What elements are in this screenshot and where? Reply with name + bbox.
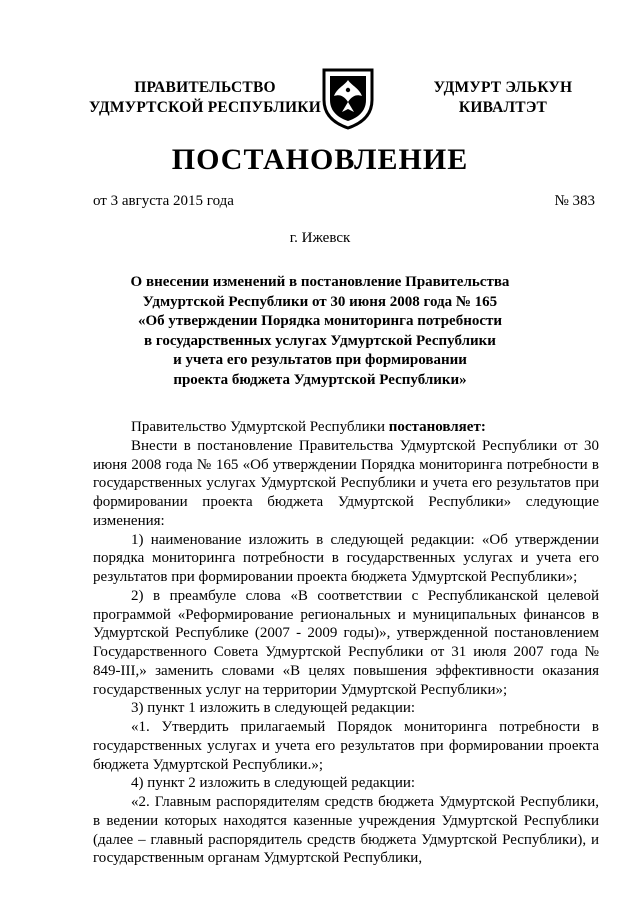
government-name-line1: ПРАВИТЕЛЬСТВО (134, 79, 276, 96)
government-name-udmurt (418, 78, 588, 118)
government-name-udmurt-line2: КИВАЛТЭТ (458, 99, 548, 116)
document-body (93, 418, 599, 868)
subject-line: проекта бюджета Удмуртской Республики» (173, 371, 467, 388)
document-title: ПОСТАНОВЛЕНИЕ (171, 143, 469, 176)
paragraph: 3) пункт 1 изложить в следующей редакции: (131, 700, 416, 717)
document-number: № 383 (554, 193, 595, 209)
intro-text: Правительство Удмуртской Республики (131, 419, 389, 435)
government-name-line2: УДМУРТСКОЙ РЕСПУБЛИКИ (89, 99, 321, 116)
subject-line: О внесении изменений в постановление Правительства (130, 274, 510, 290)
document-city: г. Ижевск (289, 230, 351, 246)
paragraph: «2. Главным распорядителям средств бюджета Удмуртской Республики, в ведении которых находятся казенные учреждения Удмуртской Республики (далее – главный распорядитель средств бюджета Удмуртской Республики), и государственным органам Удмуртской Республики, (93, 794, 599, 867)
udmurt-coat-of-arms-icon (320, 66, 376, 130)
subject-line: в государственных услугах Удмуртской Республики (144, 332, 496, 349)
paragraph: Внести в постановление Правительства Удмуртской Республики от 30 июня 2008 года № 165 «Об утверждении Порядка мониторинга потребности в государственных услугах Удмуртской Республики и учета его результатов при формировании проекта бюджета Удмуртской Республики» следующие изменения: (93, 437, 599, 529)
document-date: от 3 августа 2015 года (93, 193, 234, 209)
resolution-intro (93, 418, 599, 437)
subject-line: и учета его результатов при формировании (173, 352, 467, 368)
subject-line: Удмуртской Республики от 30 июня 2008 года № 165 (142, 293, 498, 310)
government-name-udmurt-line1: УДМУРТ ЭЛЬКУН (433, 79, 573, 96)
paragraph: 2) в преамбуле слова «В соответствии с Республиканской целевой программой «Реформирование региональных и муниципальных финансов в Удмуртской Республике (2007 - 2009 годы)», утвержденной постановлением Государственного Совета Удмуртской Республики от 31 июля 2007 года № 849-III,» заменить словами «В целях повышения эффективности оказания государственных услуг на территории Удмуртской Республики»; (93, 587, 599, 698)
government-name-russian (80, 78, 330, 118)
paragraph: 1) наименование изложить в следующей редакции: «Об утверждении порядка мониторинга потребности в государственных услугах и учета его результатов при формировании проекта бюджета Удмуртской Республики»; (93, 531, 599, 585)
document-subject (100, 273, 540, 390)
intro-resolves: постановляет: (388, 419, 486, 435)
paragraph: «1. Утвердить прилагаемый Порядок мониторинга потребности в государственных услугах и учета его результатов при формировании проекта бюджета Удмуртской Республики.»; (93, 719, 599, 773)
paragraph: 4) пункт 2 изложить в следующей редакции: (131, 775, 416, 792)
subject-line: «Об утверждении Порядка мониторинга потребности (137, 313, 503, 329)
